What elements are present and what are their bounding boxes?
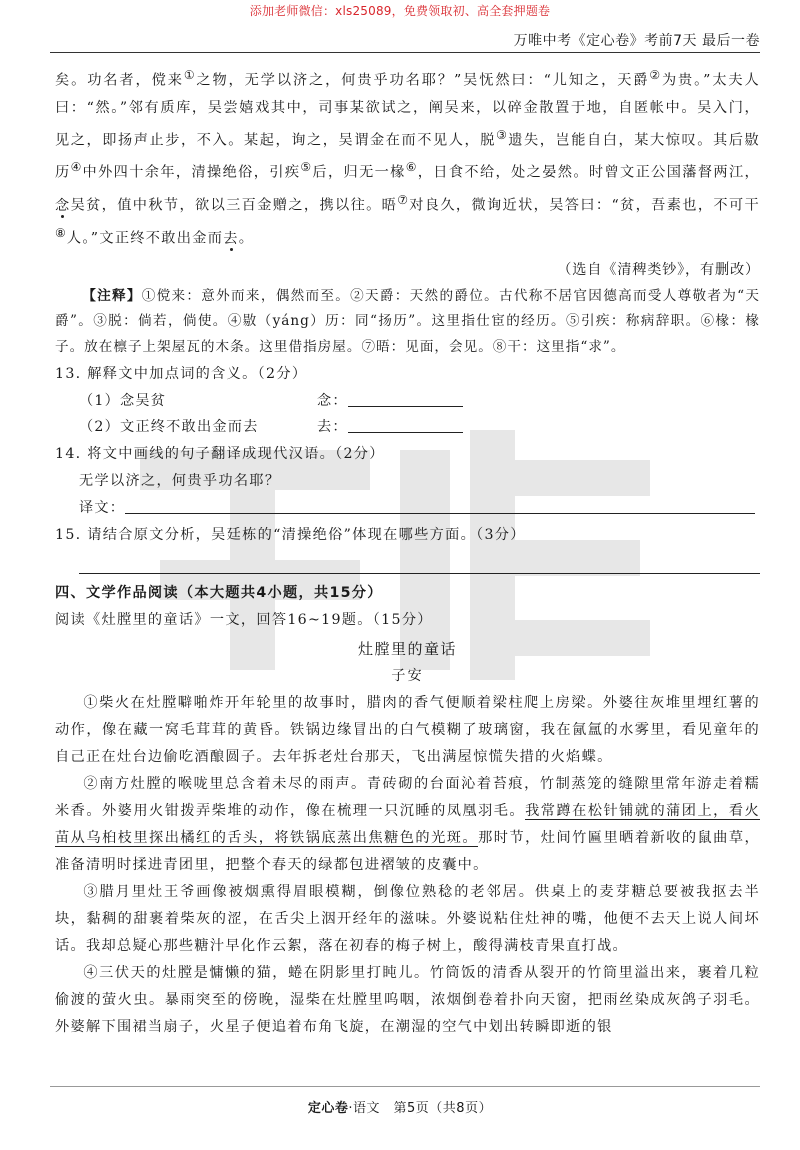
answer-blank-2[interactable] — [348, 414, 463, 433]
footer-page-info: ·语文 第5页（共8页） — [348, 1101, 493, 1116]
article-paragraph-4: ④三伏天的灶膛是慵懒的猫，蜷在阴影里打盹儿。竹筒饭的清香从裂开的竹筒里溢出来，裹着几粒偷渡的萤火虫。暴雨突至的傍晚，湿柴在灶膛里呜咽，浓烟倒卷着扑向天窗，把雨丝染成灰鸽子羽毛。外婆解下围裙当扇子，火星子便追着布角飞旋，在潮湿的空气中划出转瞬即逝的银 — [55, 965, 760, 1036]
article-author: 子安 — [391, 668, 424, 685]
section-4-title: 四、文学作品阅读（本大题共4小题，共15分） — [55, 585, 383, 602]
annotation-tag: 【注释】 — [82, 287, 142, 304]
answer-line-15[interactable] — [79, 549, 760, 574]
header-rule — [50, 52, 760, 53]
note-ref: ① — [183, 68, 197, 82]
underlined-sentence: 我常蹲在松针铺就的蒲团上，看火苗从乌桕枝里探出橘红的舌头，将铁锅底蒸出焦糖色的光斑。 — [55, 803, 760, 847]
footer-rule — [50, 1086, 760, 1087]
note-ref: ④ — [70, 160, 83, 175]
section-4-instruction: 阅读《灶膛里的童话》一文，回答16~19题。（15分） — [55, 612, 433, 629]
text-run: 。 — [238, 230, 255, 247]
footer-brand: 定心卷 — [307, 1101, 349, 1116]
text-run: 对良久，微询近状，吴答曰：“贫，吾素也，不可干 — [409, 197, 760, 214]
item-target: 念： — [317, 393, 348, 410]
page-content — [55, 62, 760, 1041]
note-ref: ⑤ — [300, 160, 313, 175]
text-run: 吴贫，值中秋节，欲以三百金赠之，携以往。晤 — [70, 197, 398, 214]
text-run: ，日食不给，处之晏然。时曾文正公国藩督两江， — [417, 165, 761, 182]
source-citation: （选自《清稗类钞》，有删改） — [557, 261, 760, 278]
question-13-item-1 — [55, 388, 760, 414]
answer-blank-1[interactable] — [348, 388, 463, 407]
note-ref: ⑥ — [405, 160, 418, 175]
promo-banner: 添加老师微信：xls25089，免费领取初、高全套押题卷 — [249, 4, 551, 18]
question-14-stem: 14. 将文中画线的句子翻译成现代汉语。（2分） — [55, 446, 385, 463]
annotation-text: ①傥来：意外而来，偶然而至。②天爵：天然的爵位。古代称不居官因德高而受人尊敬者为“天爵”。③脱：倘若，倘使。④敭（yáng）历：同“扬历”。这里指仕宦的经历。⑤引疾：称病辞职。⑥椽：椽子。放在檩子上架屋瓦的木条。这里借指房屋。⑦晤：见面，会见。⑧干：这里指“求”。 — [55, 287, 760, 355]
item-label: （2）文正终不敢出金而去 — [79, 419, 259, 436]
article-paragraph-2 — [55, 771, 760, 879]
text-run: 矣。功名者，傥来 — [55, 72, 184, 89]
text-run: ②南方灶膛的喉咙里总含着未尽的雨声。青砖砌的台面沁着苔痕，竹制蒸笼的缝隙里常年游走着糯米香。外婆用火钳拨弄柴堆的动作，像在梳理一只沉睡的凤凰羽毛。 — [55, 776, 760, 820]
question-13-stem: 13. 解释文中加点词的含义。（2分） — [55, 366, 308, 383]
article-paragraph-3: ③腊月里灶王爷画像被烟熏得眉眼模糊，倒像位熟稔的老邻居。供桌上的麦芽糖总要被我抠去半块，黏稠的甜裹着柴灰的涩，在舌尖上洇开经年的滋味。外婆说粘住灶神的嘴，他便不去天上说人间坏话。我却总疑心那些糖汁早化作云絮，落在初春的梅子树上，酸得满枝青果直打战。 — [55, 884, 760, 955]
text-run: 中外四十余年，清操绝俗，引疾 — [82, 165, 301, 182]
question-14-answer-row — [55, 495, 760, 521]
running-head: 万唯中考《定心卷》考前7天 最后一卷 — [513, 33, 760, 49]
answer-blank-translation[interactable] — [125, 495, 755, 514]
question-14-sentence: 无学以济之，何贵乎功名耶？ — [79, 473, 281, 490]
text-run: 那时节，灶间竹匾里晒着新收的鼠曲草，准备清明时揉进青团里，把整个春天的绿都包进褶皱的皮囊中。 — [55, 830, 760, 874]
question-15-stem: 15. 请结合原文分析，吴廷栋的“清操绝俗”体现在哪些方面。（3分） — [55, 527, 526, 544]
text-run: 人。”文正终不敢出金而 — [66, 230, 224, 247]
annotation-block — [55, 284, 760, 361]
note-ref: ⑧ — [55, 225, 67, 240]
article-title: 灶膛里的童话 — [357, 640, 457, 659]
item-target: 去： — [317, 419, 348, 436]
answer-label: 译文： — [79, 500, 126, 517]
note-ref: ⑦ — [397, 193, 410, 208]
classical-passage — [55, 62, 760, 253]
dotted-word-nian: 念 — [55, 197, 71, 214]
question-13-item-2 — [55, 414, 760, 440]
text-run: 后，归无一椽 — [312, 165, 406, 182]
dotted-word-qu: 去 — [223, 230, 239, 247]
page-footer — [0, 1097, 800, 1116]
text-run: 之物，无学以济之，何贵乎功名耶？”吴怃然曰：“儿知之，天爵 — [196, 72, 650, 89]
item-label: （1）念吴贫 — [79, 393, 167, 410]
article-paragraph-1: ①柴火在灶膛噼啪炸开年轮里的故事时，腊肉的香气便顺着梁柱爬上房梁。外婆往灰堆里埋红薯的动作，像在藏一窝毛茸茸的黄昏。铁锅边缘冒出的白气模糊了玻璃窗，我在氤氲的水雾里，看见童年的自己正在灶台边偷吃酒酿圆子。去年拆老灶台那天，飞出满屋惊慌失措的火焰蝶。 — [55, 695, 760, 766]
text-run: 遗失，岂能自白，某大惊叹。其后敭历 — [55, 132, 760, 182]
text-run: 为贵。”太夫人曰：“然。”邻有质库，吴尝嬉戏其中，司事某欲试之，阐吴来，以碎金散置于地，自匿帐中。吴入门，见之，即扬声止步，不入。某起，询之，吴谓金在而不见人，脱 — [55, 72, 761, 149]
note-ref: ② — [649, 68, 662, 82]
note-ref: ③ — [496, 127, 509, 142]
